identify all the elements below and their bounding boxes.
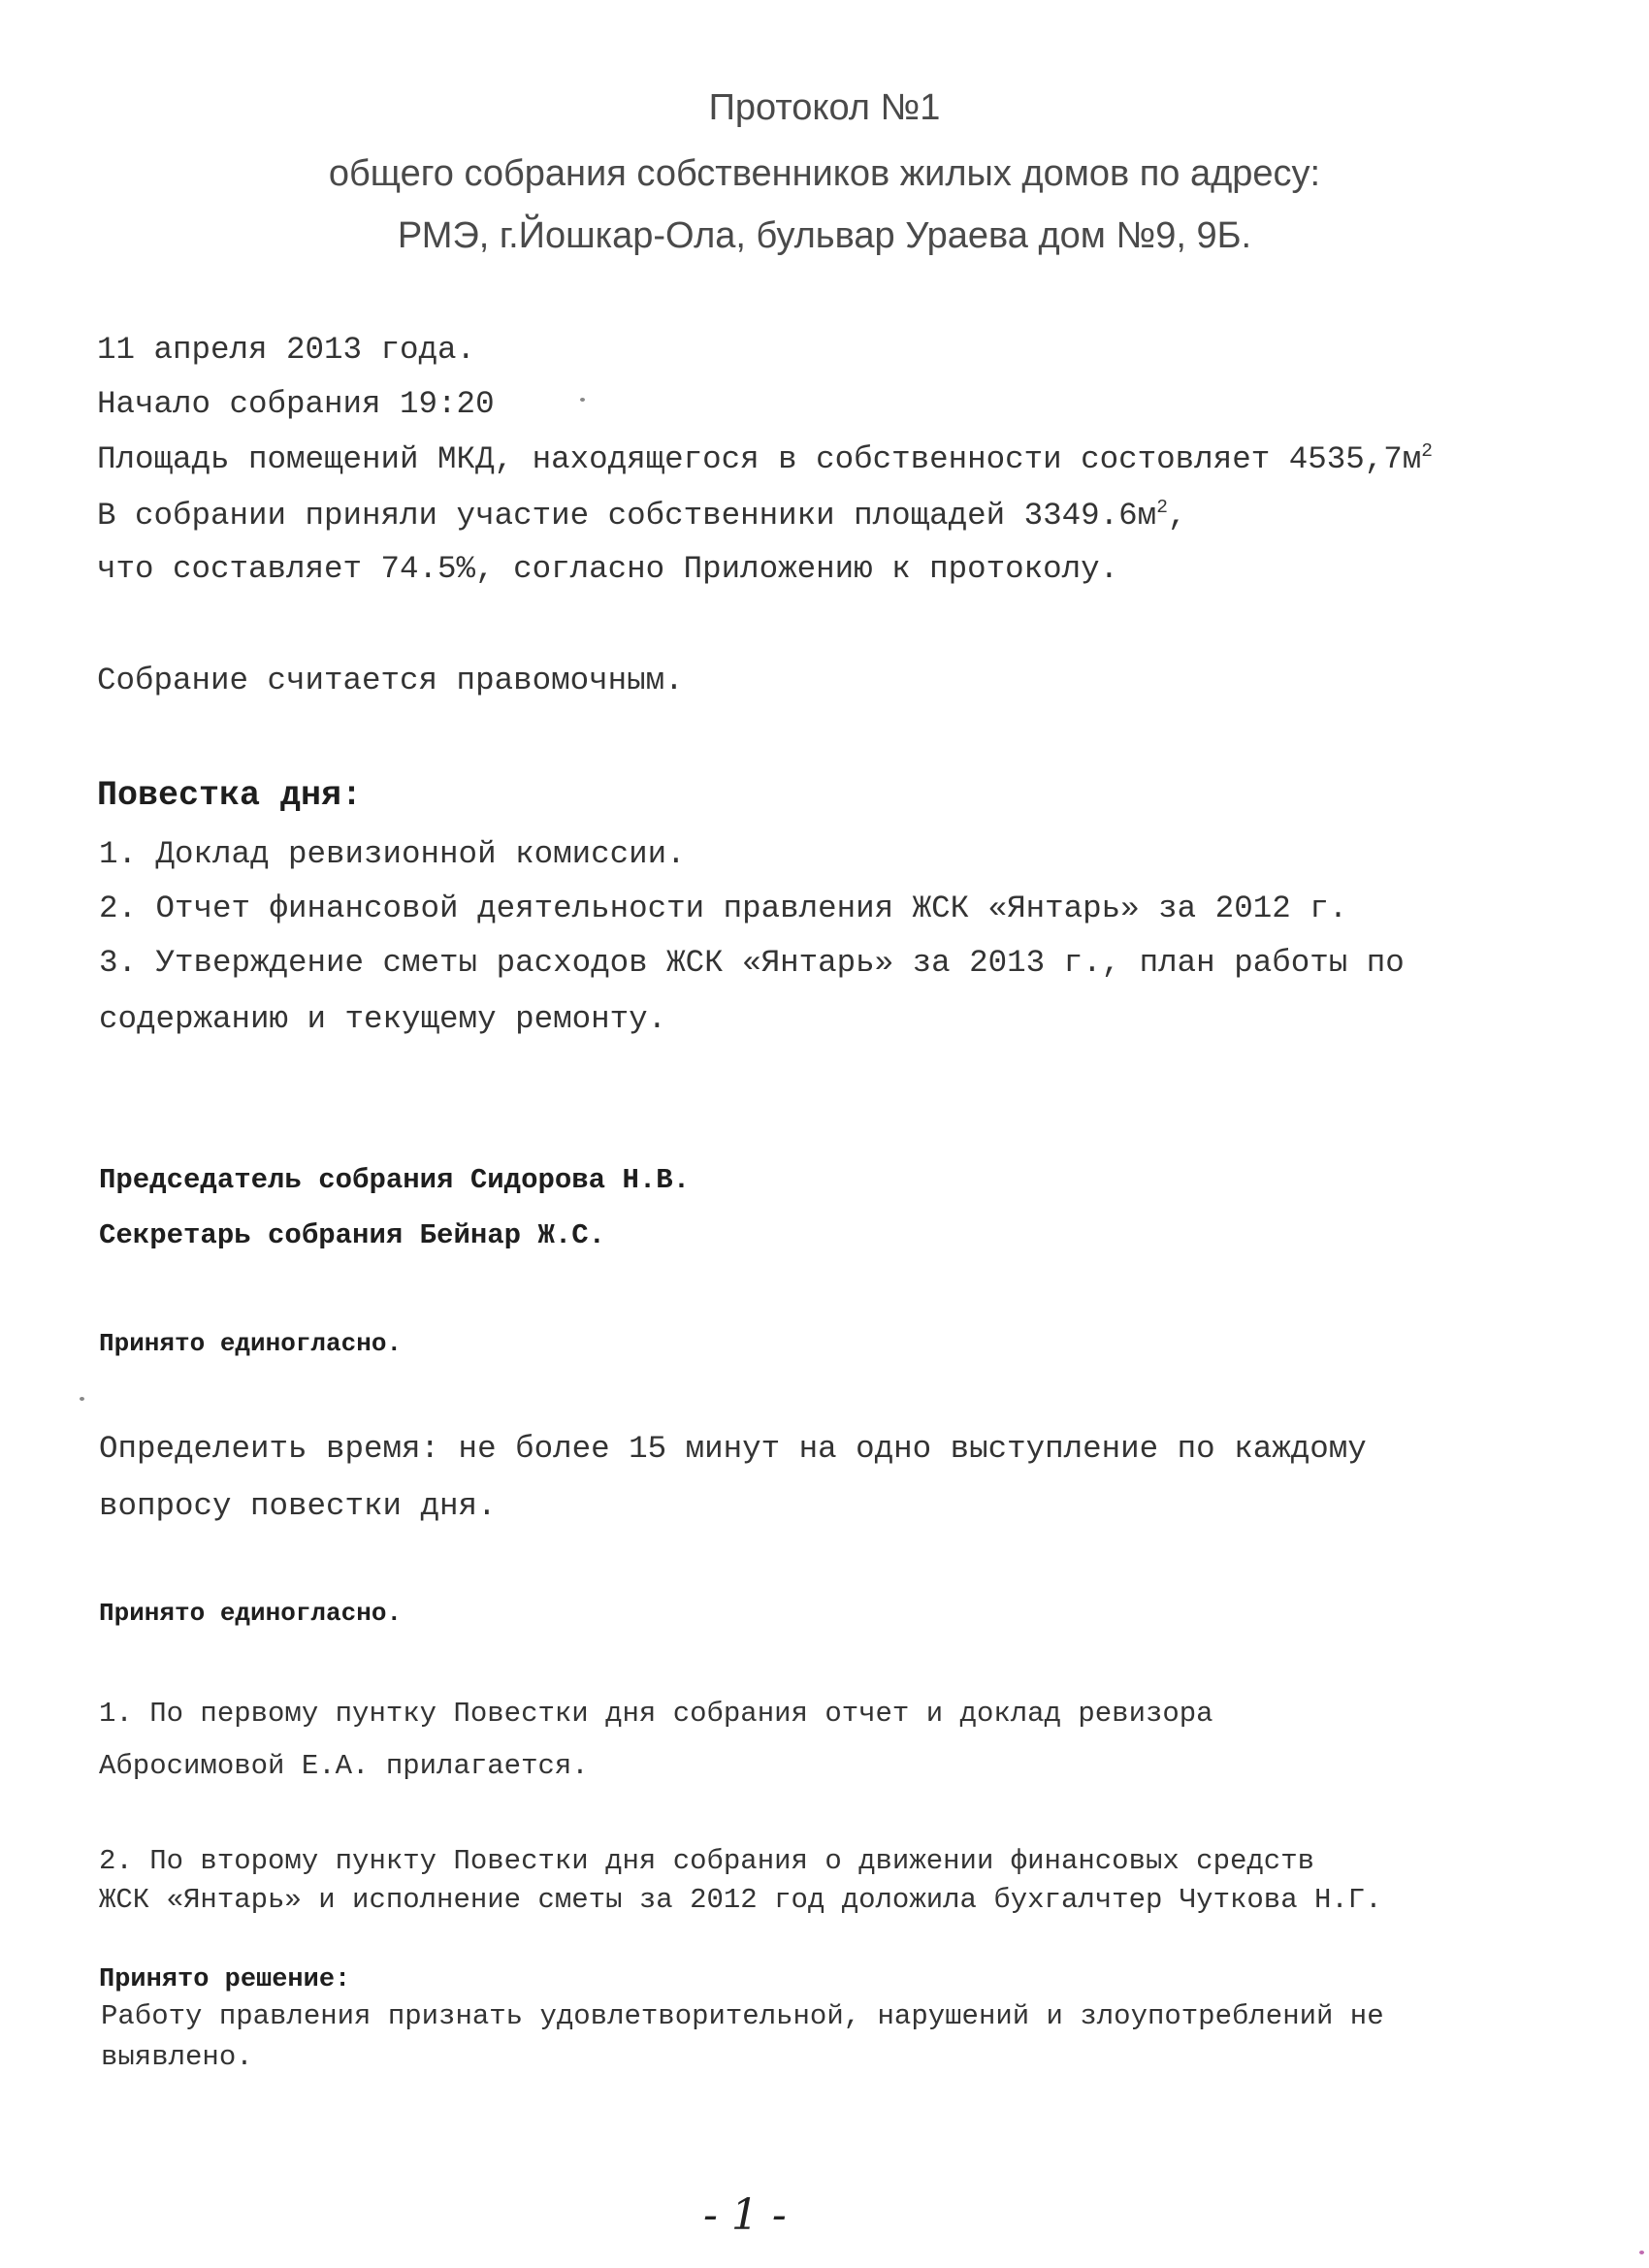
- document-address: РМЭ, г.Йошкар-Ола, бульвар Ураева дом №9, 9Б.: [397, 215, 1252, 256]
- participation-superscript: 2: [1156, 497, 1168, 518]
- meeting-chair: Председатель собрания Сидорова Н.В.: [99, 1164, 691, 1196]
- total-area-superscript: 2: [1421, 440, 1433, 462]
- agenda-item-1: 1. Доклад ревизионной комиссии.: [99, 836, 686, 872]
- quorum-statement: Собрание считается правомочным.: [97, 663, 684, 698]
- meeting-date: 11 апреля 2013 года.: [97, 332, 476, 368]
- participation-tail: ,: [1167, 497, 1187, 534]
- document-subtitle: общего собрания собственников жилых домов по адресу:: [328, 153, 1321, 194]
- decision-line-1: Работу правления признать удовлетворительной, нарушений и злоупотреблений не: [101, 2000, 1384, 2032]
- second-item-line-1: 2. По второму пункту Повестки дня собрания о движении финансовых средств: [99, 1845, 1315, 1877]
- accepted-unanimously-1: Принято единогласно.: [99, 1329, 403, 1358]
- scan-speck: [580, 398, 585, 402]
- decision-heading: Принято решение:: [99, 1965, 351, 1994]
- scan-speck: [80, 1397, 84, 1401]
- meeting-secretary: Секретарь собрания Бейнар Ж.С.: [99, 1219, 606, 1251]
- agenda-item-3-line-1: 3. Утверждение сметы расходов ЖСК «Янтарь» за 2013 г., план работы по: [99, 945, 1405, 981]
- document-title: Протокол №1: [708, 87, 941, 128]
- decision-line-2: выявлено.: [101, 2041, 253, 2073]
- speaking-time-line-1: Определеить время: не более 15 минут на одно выступление по каждому: [99, 1431, 1367, 1467]
- participation-area: [97, 497, 1186, 534]
- first-item-line-2: Абросимовой Е.А. прилагается.: [99, 1750, 589, 1782]
- first-item-line-1: 1. По первому пунтку Повестки дня собрания отчет и доклад ревизора: [99, 1698, 1213, 1730]
- participation-text: В собрании приняли участие собственники площадей 3349.6м: [97, 497, 1157, 534]
- meeting-start-time: Начало собрания 19:20: [97, 386, 495, 422]
- total-area: [97, 440, 1433, 477]
- speaking-time-line-2: вопросу повестки дня.: [99, 1488, 497, 1524]
- agenda-heading: Повестка дня:: [97, 776, 363, 815]
- second-item-line-2: ЖСК «Янтарь» и исполнение сметы за 2012 год доложила бухгалчтер Чуткова Н.Г.: [99, 1884, 1382, 1916]
- participation-percent: что составляет 74.5%, согласно Приложению к протоколу.: [97, 551, 1119, 587]
- page-number: - 1 -: [703, 2190, 787, 2240]
- agenda-item-2: 2. Отчет финансовой деятельности правления ЖСК «Янтарь» за 2012 г.: [99, 891, 1348, 926]
- agenda-item-3-line-2: содержанию и текущему ремонту.: [99, 1001, 667, 1037]
- total-area-text: Площадь помещений МКД, находящегося в собственности состовляет 4535,7м: [97, 440, 1422, 477]
- scan-speck: [1639, 2251, 1644, 2254]
- accepted-unanimously-2: Принято единогласно.: [99, 1599, 403, 1628]
